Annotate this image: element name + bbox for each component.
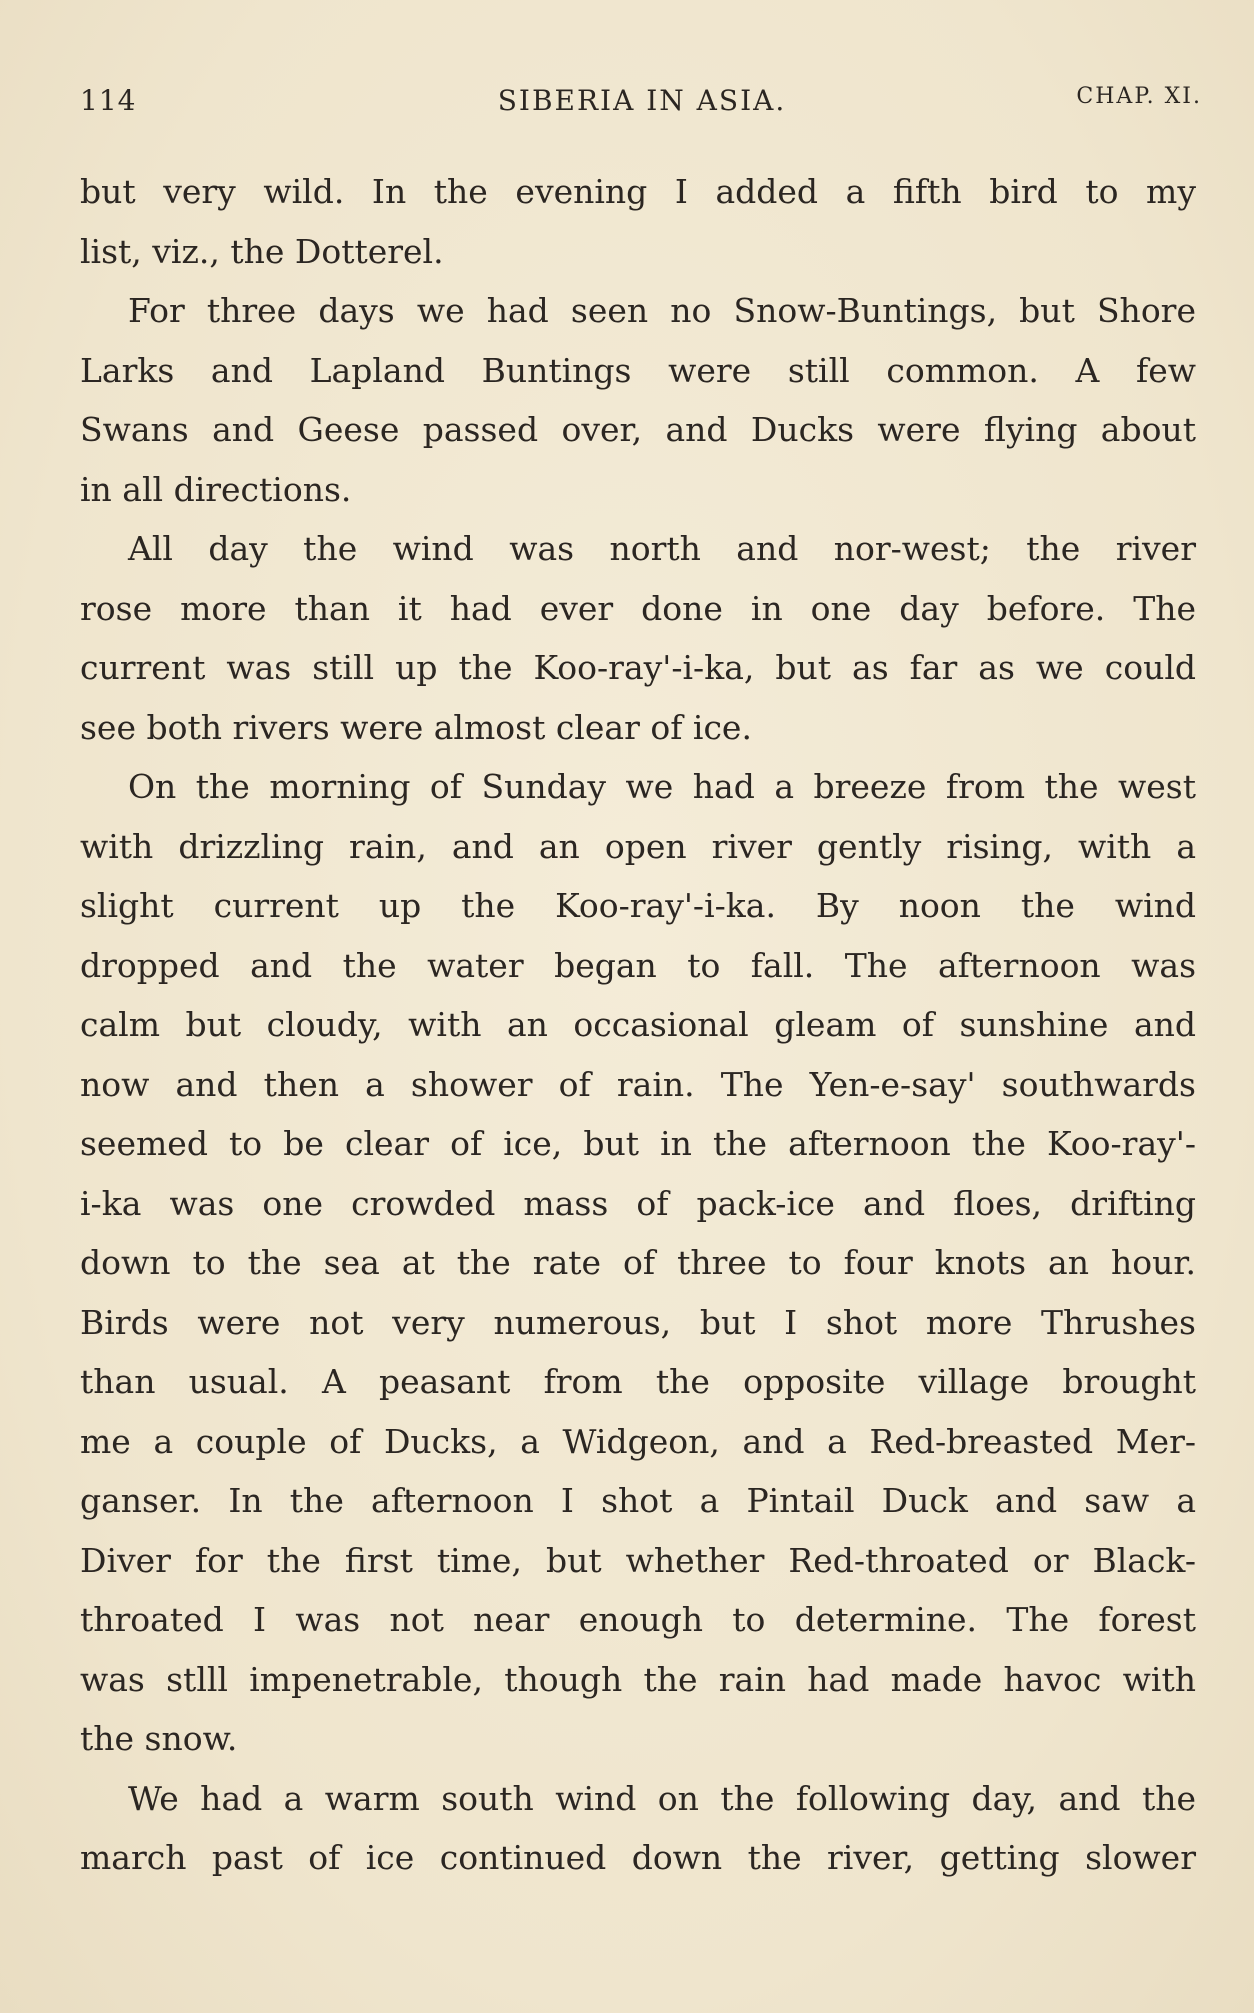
running-title: SIBERIA IN ASIA. (497, 84, 787, 117)
text-line: than usual. A peasant from the opposite village brought (80, 1362, 1196, 1401)
text-line: was stlll impenetrable, though the rain had made havoc with (80, 1659, 1196, 1699)
text-line: with drizzling rain, and an open river gently rising, with a (80, 826, 1196, 866)
paragraph (80, 281, 1196, 519)
paragraph (80, 1769, 1196, 1888)
text-line: For three days we had seen no Snow-Buntings, but Shore (128, 291, 1196, 330)
text-line: me a couple of Ducks, a Widgeon, and a Red-breasted Mer- (80, 1421, 1196, 1461)
text-line: march past of ice continued down the river, getting slower (80, 1838, 1196, 1877)
text-line: Swans and Geese passed over, and Ducks were flying about (80, 410, 1196, 449)
text-line: i-ka was one crowded mass of pack-ice and floes, drifting (80, 1183, 1196, 1223)
text-line: but very wild. In the evening I added a fifth bird to my (80, 172, 1196, 211)
text-line: now and then a shower of rain. The Yen-e-say' southwards (80, 1064, 1196, 1104)
text-line: rose more than it had ever done in one day before. The (80, 588, 1196, 628)
text-line: dropped and the water began to fall. The afternoon was (80, 945, 1196, 985)
text-line: slight current up the Koo-ray'-i-ka. By noon the wind (80, 886, 1196, 925)
running-head (80, 84, 1204, 124)
chapter-label: CHAP. XI. (1076, 84, 1202, 109)
page-number: 114 (80, 84, 137, 117)
text-line: Larks and Lapland Buntings were still common. A few (80, 350, 1196, 390)
text-line: down to the sea at the rate of three to four knots an hour. (80, 1243, 1196, 1282)
text-line: Diver for the first time, but whether Red-throated or Black- (80, 1540, 1196, 1580)
text-line: All day the wind was north and nor-west; the river (128, 529, 1196, 568)
text-line: in all directions. (80, 469, 352, 509)
body-text (80, 162, 1196, 1888)
text-line: see both rivers were almost clear of ice. (80, 707, 752, 747)
text-line: We had a warm south wind on the following day, and the (128, 1778, 1196, 1818)
text-line: Birds were not very numerous, but I shot more Thrushes (80, 1302, 1196, 1342)
text-line: On the morning of Sunday we had a breeze from the west (128, 767, 1196, 806)
paragraph (80, 519, 1196, 757)
text-line: ganser. In the afternoon I shot a Pintail Duck and saw a (80, 1481, 1196, 1520)
text-line: seemed to be clear of ice, but in the afternoon the Koo-ray'- (80, 1124, 1196, 1163)
text-line: list, viz., the Dotterel. (80, 231, 444, 271)
text-line: calm but cloudy, with an occasional gleam of sunshine and (80, 1005, 1196, 1044)
text-line: throated I was not near enough to determine. The forest (80, 1600, 1196, 1639)
text-line: current was still up the Koo-ray'-i-ka, but as far as we could (80, 648, 1196, 687)
text-line: the snow. (80, 1719, 238, 1758)
paragraph (80, 162, 1196, 281)
paragraph (80, 757, 1196, 1769)
